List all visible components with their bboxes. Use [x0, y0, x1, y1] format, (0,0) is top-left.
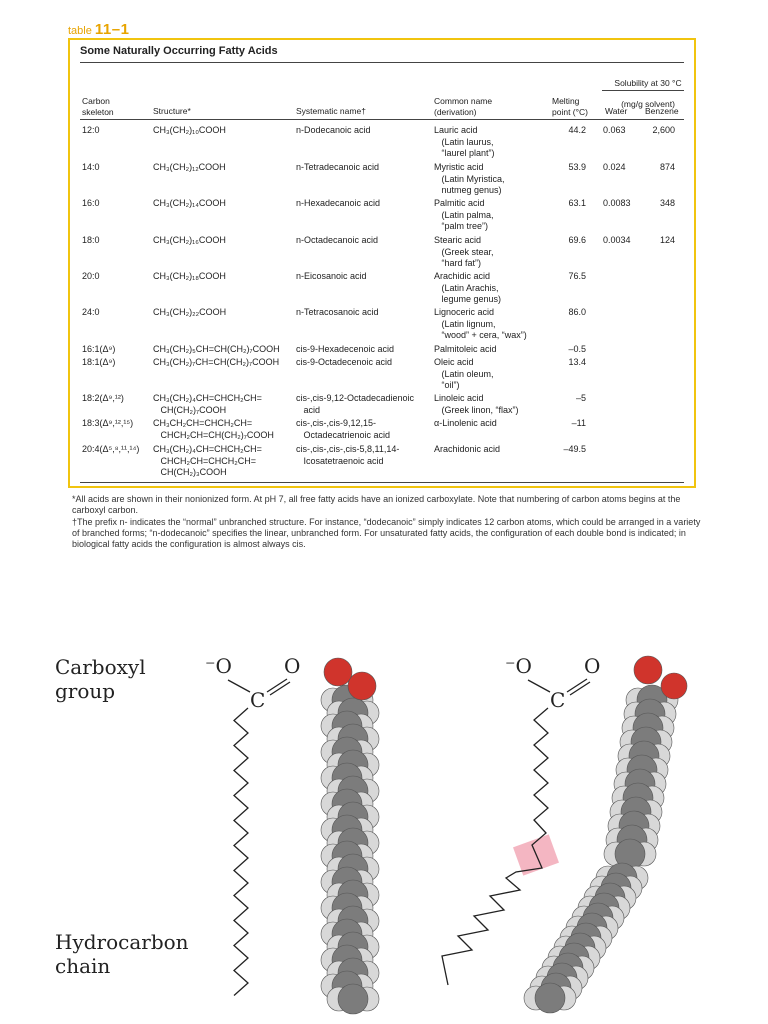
cell-skeleton: 24:0	[82, 307, 100, 317]
header-water: Water	[605, 106, 628, 116]
header-benzene: Benzene	[645, 106, 679, 116]
cell-structure: CH₃(CH₂)₄CH=CHCH₂CH= CHCH₂CH=CHCH₂CH= CH(CH₂)₃COOH	[153, 444, 262, 477]
cell-melting: –11	[571, 418, 586, 428]
carbon-atom	[338, 984, 368, 1014]
carbon-atom	[535, 983, 565, 1013]
oxygen-atom	[634, 656, 662, 684]
cell-systematic: n-Eicosanoic acid	[296, 271, 367, 281]
cell-melting: 76.5	[568, 271, 586, 281]
cell-melting: 63.1	[568, 198, 586, 208]
carboxyl-carbon-a: C	[250, 688, 266, 712]
cell-skeleton: 18:1(Δ⁹)	[82, 357, 116, 367]
carboxylate-oxygen-left-b: ⁻O	[505, 654, 532, 678]
footnote-1: *All acids are shown in their nonionized form. At pH 7, all free fatty acids have an ionized carboxylate. Note that numbering of carbon atoms begins at the carboxyl carbon.	[72, 494, 681, 515]
cell-water: 0.063	[603, 125, 626, 135]
solubility-title: Solubility at 30 °C	[614, 77, 682, 88]
cell-skeleton: 18:0	[82, 235, 100, 245]
oxygen-atom	[661, 673, 687, 699]
cell-melting: 69.6	[568, 235, 586, 245]
carboxylate-bond-a	[228, 680, 250, 692]
cell-melting: –49.5	[563, 444, 586, 454]
cell-structure: CH₃(CH₂)₁₀COOH	[153, 125, 226, 135]
table-label-prefix: table	[68, 25, 92, 37]
cell-skeleton: 16:0	[82, 198, 100, 208]
cell-structure: CH₃CH₂CH=CHCH₂CH= CHCH₂CH=CH(CH₂)₇COOH	[153, 418, 274, 440]
cell-skeleton: 20:0	[82, 271, 100, 281]
unsaturated-spacefill-model	[524, 656, 687, 1013]
cell-structure: CH₃(CH₂)₅CH=CH(CH₂)₇COOH	[153, 344, 280, 354]
unsaturated-skeletal-chain	[442, 708, 548, 985]
cell-structure: CH₃(CH₂)₁₈COOH	[153, 271, 226, 281]
cell-structure: CH₃(CH₂)₂₂COOH	[153, 307, 227, 317]
cell-systematic: n-Dodecanoic acid	[296, 125, 371, 135]
oxygen-atom	[348, 672, 376, 700]
cell-common: Stearic acid (Greek stear, “hard fat”)	[434, 235, 494, 268]
header-carbon-skeleton: Carbon skeleton	[82, 96, 114, 117]
cell-common: α-Linolenic acid	[434, 418, 497, 428]
footnote-2: †The prefix n- indicates the “normal” unbranched structure. For instance, “dodecanoic” simply indicates 12 carbon atoms, which could be arranged in a variety of branched forms; “n-dodecanoic” specifies the linear, unbranched form. For unsaturated fatty acids, the configuration of each double bond is indicated; in biological fatty acids the configuration is almost always cis.	[72, 517, 701, 549]
saturated-spacefill-model	[321, 658, 379, 1014]
cell-benzene: 874	[659, 162, 675, 172]
cell-systematic: cis-,cis-9,12-Octadecadienoic acid	[296, 393, 415, 415]
table-label-number: 11–1	[94, 21, 130, 38]
cell-melting: 53.9	[568, 162, 586, 172]
cell-skeleton: 18:2(Δ⁹,¹²)	[82, 393, 124, 403]
cell-benzene: 124	[659, 235, 675, 245]
cell-systematic: cis-,cis-,cis-,cis-5,8,11,14- Icosatetraenoic acid	[296, 444, 400, 466]
cell-melting: 13.4	[568, 357, 586, 367]
carbonyl-oxygen-b: O	[584, 654, 601, 678]
oxygen-atom	[324, 658, 352, 686]
cell-common: Linoleic acid (Greek linon, “flax”)	[434, 393, 519, 415]
cell-systematic: n-Tetracosanoic acid	[296, 307, 379, 317]
cell-common: Arachidonic acid	[434, 444, 501, 454]
cell-skeleton: 16:1(Δ⁹)	[82, 344, 116, 354]
cell-melting: 86.0	[568, 307, 586, 317]
cell-melting: –5	[575, 393, 586, 403]
cell-skeleton: 20:4(Δ⁵,⁸,¹¹,¹⁴)	[82, 444, 140, 454]
carboxyl-group-label: Carboxyl group	[55, 655, 146, 703]
cell-water: 0.0034	[603, 235, 631, 245]
cell-skeleton: 14:0	[82, 162, 100, 172]
solubility-units: (mg/g solvent)	[621, 98, 675, 109]
cell-water: 0.0083	[603, 198, 631, 208]
cell-common: Palmitic acid (Latin palma, “palm tree”)	[434, 198, 494, 231]
cell-structure: CH₃(CH₂)₁₄COOH	[153, 198, 226, 208]
header-melting: Melting point (°C)	[552, 96, 588, 117]
cell-systematic: n-Tetradecanoic acid	[296, 162, 380, 172]
cell-common: Lauric acid (Latin laurus, “laurel plant”)	[434, 125, 495, 158]
cell-structure: CH₃(CH₂)₄CH=CHCH₂CH= CH(CH₂)₇COOH	[153, 393, 262, 415]
saturated-skeletal-chain	[234, 708, 248, 996]
cell-structure: CH₃(CH₂)₁₆COOH	[153, 235, 226, 245]
cell-structure: CH₃(CH₂)₁₂COOH	[153, 162, 226, 172]
header-structure: Structure*	[153, 106, 191, 116]
cell-common: Myristic acid (Latin Myristica, nutmeg genus)	[434, 162, 505, 195]
table-title: Some Naturally Occurring Fatty Acids	[80, 45, 278, 57]
cell-melting: –0.5	[568, 344, 586, 354]
cell-melting: 44.2	[568, 125, 586, 135]
cell-common: Palmitoleic acid	[434, 344, 497, 354]
cell-skeleton: 18:3(Δ⁹,¹²,¹⁵)	[82, 418, 134, 428]
cell-systematic: cis-,cis-,cis-9,12,15- Octadecatrienoic acid	[296, 418, 391, 440]
cell-systematic: cis-9-Hexadecenoic acid	[296, 344, 395, 354]
cell-systematic: n-Hexadecanoic acid	[296, 198, 381, 208]
carbonyl-oxygen-a: O	[284, 654, 301, 678]
header-common: Common name (derivation)	[434, 96, 493, 117]
cell-common: Lignoceric acid (Latin lignum, “wood” + cera, “wax”)	[434, 307, 527, 340]
cell-water: 0.024	[603, 162, 626, 172]
cell-systematic: n-Octadecanoic acid	[296, 235, 379, 245]
cell-common: Arachidic acid (Latin Arachis, legume genus)	[434, 271, 502, 304]
header-systematic: Systematic name†	[296, 106, 366, 116]
carboxylate-oxygen-left-a: ⁻O	[205, 654, 232, 678]
carboxylate-bond-b	[528, 680, 550, 692]
cell-skeleton: 12:0	[82, 125, 100, 135]
carboxyl-carbon-b: C	[550, 688, 566, 712]
cell-common: Oleic acid (Latin oleum, “oil”)	[434, 357, 494, 390]
cell-benzene: 348	[659, 198, 675, 208]
hydrocarbon-chain-label: Hydrocarbon chain	[55, 930, 189, 978]
cell-systematic: cis-9-Octadecenoic acid	[296, 357, 393, 367]
cell-structure: CH₃(CH₂)₇CH=CH(CH₂)₇COOH	[153, 357, 280, 367]
cell-benzene: 2,600	[652, 125, 675, 135]
